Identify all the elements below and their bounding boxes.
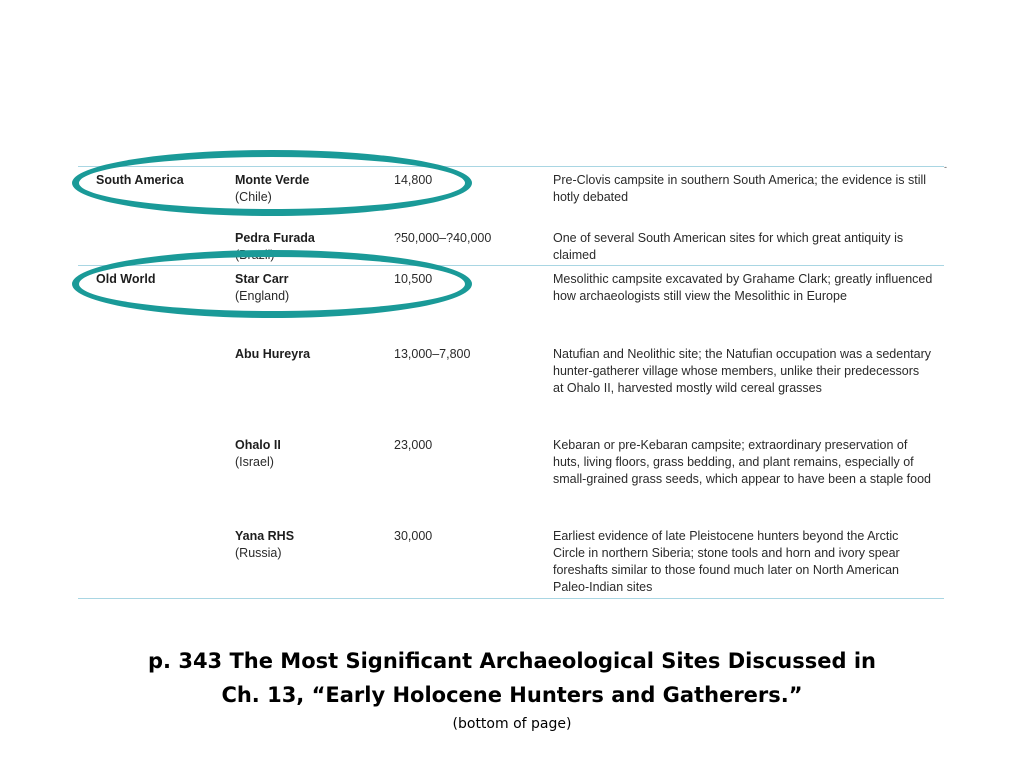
date-cell: 14,800 (394, 173, 433, 187)
table-bottom-rule (78, 598, 944, 599)
site-cell (235, 437, 281, 471)
description-cell: Mesolithic campsite excavated by Grahame Clark; greatly influenced how archaeologists still view the Mesolithic in Europe (553, 272, 933, 303)
site-cell (235, 230, 315, 262)
site-name: Monte Verde (235, 173, 310, 187)
site-country: (Russia) (235, 546, 282, 560)
site-country: (England) (235, 289, 290, 303)
date-cell: 30,000 (394, 529, 433, 543)
highlight-oval-old-world (72, 250, 472, 318)
site-country: (Chile) (235, 190, 272, 204)
site-name: Ohalo II (235, 438, 281, 452)
region-label: Old World (96, 272, 156, 286)
date-cell: 10,500 (394, 272, 433, 286)
description-cell: Earliest evidence of late Pleistocene hunters beyond the Arctic Circle in northern Siberia; stone tools and horn and ivory spear foreshafts similar to those found much later on North American Paleo-Indian sites (553, 529, 900, 594)
region-label: South America (96, 173, 184, 187)
highlight-oval-south-america (72, 150, 472, 216)
caption-line-1: p. 343 The Most Significant Archaeological Sites Discussed in (148, 649, 876, 673)
corner-mark: - (944, 162, 947, 172)
site-cell (235, 346, 310, 363)
description-cell: Pre-Clovis campsite in southern South America; the evidence is still hotly debated (553, 173, 927, 204)
description-cell: Natufian and Neolithic site; the Natufian occupation was a sedentary hunter-gatherer village whose members, unlike their predecessors at Ohalo II, harvested mostly wild cereal grasses (553, 347, 932, 395)
description-cell: Kebaran or pre-Kebaran campsite; extraordinary preservation of huts, living floors, grass bedding, and plant remains, especially of small-grained grass seeds, which appear to have been a staple food (553, 438, 932, 486)
date-cell: ?50,000–?40,000 (394, 231, 492, 245)
site-country: (Brazil) (235, 248, 275, 262)
date-cell: 13,000–7,800 (394, 347, 471, 361)
site-name: Pedra Furada (235, 231, 315, 245)
caption-line-2: Ch. 13, “Early Holocene Hunters and Gatherers.” (221, 683, 803, 707)
site-cell (235, 528, 294, 562)
site-name: Abu Hureyra (235, 347, 311, 361)
caption-note: (bottom of page) (452, 716, 572, 732)
site-name: Yana RHS (235, 529, 295, 543)
description-cell: One of several South American sites for which great antiquity is claimed (553, 231, 904, 262)
date-cell: 23,000 (394, 438, 433, 452)
site-name: Star Carr (235, 272, 289, 286)
site-country: (Israel) (235, 455, 274, 469)
